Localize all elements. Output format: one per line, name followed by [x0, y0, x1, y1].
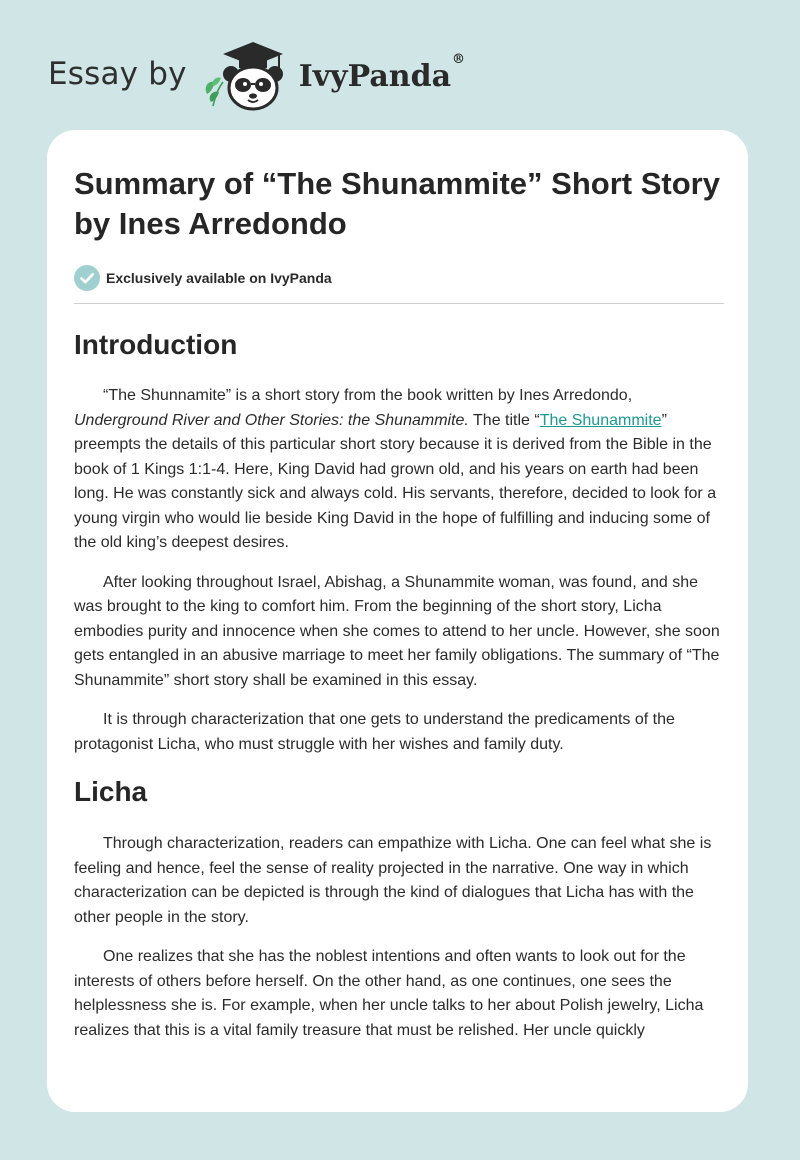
paragraph: After looking throughout Israel, Abishag, a Shunammite woman, was found, and she was brought to the king to comfort him. From the beginning of the short story, Licha embodies purity and innocence when she comes to attend to her uncle. However, she soon gets entangled in an abusive marriage to meet her family obligations. The summary of “The Shunammite” short story shall be examined in this essay. [74, 573, 720, 689]
paragraph: “The Shunnamite” is a short story from the book written by Ines Arredondo, Underground River and Other Stories: the Shunammite. The title “The Shunammite” preempts the details of this particular short story because it is derived from the Bible in the book of 1 Kings 1:1-4. Here, King David had grown old, and his years on earth had been long. He was constantly sick and always cold. His servants, therefore, decided to look for a young virgin who would lie beside King David in the hope of fulfilling and inducing some of the old king’s deepest desires. [74, 387, 717, 551]
panda-logo-icon[interactable] [201, 36, 293, 112]
paragraph: One realizes that she has the noblest intentions and often wants to look out for the interests of others before herself. On the other hand, as one continues, one sees the helplessness she is. For example, when her uncle talks to her about Polish jewelry, Licha realizes that this is a vital family treasure that must be relished. Her uncle quickly [74, 948, 704, 1039]
shunammite-link[interactable]: The Shunammite [539, 411, 662, 429]
paragraph: Through characterization, readers can empathize with Licha. One can feel what she is feeling and hence, feel the sense of reality projected in the narrative. One way in which characterization can be depicted is through the kind of dialogues that Licha has with the other people in the story. [74, 835, 712, 926]
title-divider [74, 303, 724, 304]
check-circle-icon [74, 265, 100, 291]
site-header [48, 36, 465, 112]
exclusive-badge [74, 264, 724, 292]
registered-mark: ® [452, 51, 466, 67]
article-card [47, 130, 748, 1112]
paragraph: It is through characterization that one gets to understand the predicaments of the protagonist Licha, who must struggle with her wishes and family duty. [74, 711, 675, 753]
book-title: Underground River and Other Stories: the Shunammite. [74, 411, 469, 429]
section-heading-introduction: Introduction [74, 329, 238, 360]
article-title: Summary of “The Shunammite” Short Story by Ines Arredondo [74, 166, 720, 241]
brand-name[interactable]: IvyPanda® [298, 51, 466, 94]
essay-by-text: Essay by [48, 56, 187, 92]
article-content [74, 164, 724, 1043]
exclusive-badge-text: Exclusively available on IvyPanda [106, 270, 332, 286]
section-heading-licha: Licha [74, 776, 148, 807]
